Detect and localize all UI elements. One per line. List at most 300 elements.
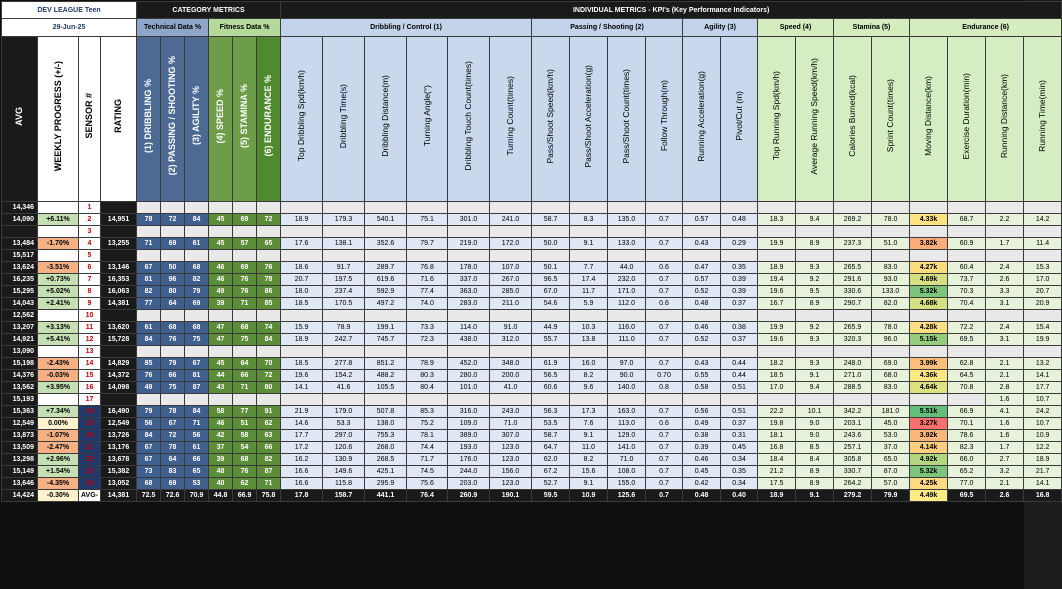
kpi-cell: 107.0: [490, 262, 532, 274]
kpi-cell: 8.9: [796, 298, 834, 310]
kpi-cell: 80.3: [407, 370, 448, 382]
kpi-cell: [570, 346, 608, 358]
category-cell: 76: [233, 466, 257, 478]
category-cell: [233, 250, 257, 262]
kpi-cell: 0.48: [683, 490, 721, 502]
kpi-cell: 17.0: [1024, 274, 1062, 286]
sensor-cell: AVG-: [79, 490, 101, 502]
kpi-header-16: [872, 37, 910, 202]
kpi-cell: 22.2: [758, 406, 796, 418]
kpi-cell: 0.52: [683, 334, 721, 346]
kpi-cell: 18.0: [281, 286, 323, 298]
kpi-cell: [796, 202, 834, 214]
kpi-cell: 108.0: [608, 466, 646, 478]
kpi-cell: 78.9: [323, 322, 365, 334]
kpi-cell: 0.70: [646, 370, 683, 382]
kpi-cell: 71.7: [407, 454, 448, 466]
kpi-cell: [532, 346, 570, 358]
kpi-cell: [323, 394, 365, 406]
kpi-cell: 279.2: [834, 490, 872, 502]
kpi-cell: 4.25k: [910, 478, 948, 490]
kpi-header-4-label: Turning Angle(°): [421, 85, 432, 147]
category-cell: 79: [185, 286, 209, 298]
kpi-cell: [490, 310, 532, 322]
category-header-2: [161, 37, 185, 202]
sensor-cell: 21: [79, 442, 101, 454]
kpi-header-13-label: Top Running Spd(km/h): [771, 71, 782, 161]
kpi-cell: 78.0: [872, 214, 910, 226]
kpi-cell: 10.3: [570, 322, 608, 334]
avg-cell: 15,149: [2, 466, 38, 478]
category-cell: 75: [161, 382, 185, 394]
sensor-cell: 6: [79, 262, 101, 274]
kpi-cell: 4.49k: [910, 490, 948, 502]
kpi-cell: [758, 346, 796, 358]
kpi-cell: 13.8: [570, 334, 608, 346]
kpi-cell: 0.46: [683, 454, 721, 466]
category-cell: 68: [233, 322, 257, 334]
kpi-cell: [570, 226, 608, 238]
weekly-progress-cell: [38, 394, 79, 406]
kpi-cell: [1024, 250, 1062, 262]
kpi-cell: 0.7: [646, 334, 683, 346]
kpi-cell: [646, 394, 683, 406]
category-header-5-label: (5) STAMINA %: [239, 84, 250, 148]
category-cell: 76: [257, 262, 281, 274]
kpi-header-8-label: Pass/Shoot Acceleration(g): [583, 64, 594, 168]
kpi-cell: 16.6: [281, 466, 323, 478]
kpi-cell: 0.7: [646, 286, 683, 298]
kpi-cell: 72.3: [407, 334, 448, 346]
kpi-cell: 129.0: [608, 430, 646, 442]
kpi-cell: 452.0: [448, 358, 490, 370]
kpi-cell: [490, 226, 532, 238]
kpi-cell: 60.4: [948, 262, 986, 274]
kpi-cell: 330.7: [834, 466, 872, 478]
avg-cell: 13,562: [2, 382, 38, 394]
category-cell: 86: [257, 286, 281, 298]
kpi-cell: 18.9: [1024, 454, 1062, 466]
kpi-cell: 10.1: [796, 406, 834, 418]
kpi-header-9-label: Pass/Shoot Count(times): [621, 68, 632, 164]
group-stamina: Stamina (5): [834, 19, 910, 37]
kpi-cell: 75.2: [407, 418, 448, 430]
category-cell: 70: [257, 358, 281, 370]
kpi-cell: 267.0: [490, 274, 532, 286]
category-cell: 84: [257, 334, 281, 346]
category-cell: 58: [209, 406, 233, 418]
category-cell: [185, 310, 209, 322]
avg-cell: 13,624: [2, 262, 38, 274]
kpi-header-17-label: Moving Distance(km): [923, 76, 934, 156]
kpi-cell: 0.7: [646, 406, 683, 418]
category-cell: 39: [209, 454, 233, 466]
group-endurance: Endurance (6): [910, 19, 1062, 37]
kpi-cell: 3.2: [986, 466, 1024, 478]
category-cell: [257, 250, 281, 262]
kpi-cell: 115.8: [323, 478, 365, 490]
kpi-cell: 135.0: [608, 214, 646, 226]
kpi-cell: [490, 202, 532, 214]
kpi-header-14: [796, 37, 834, 202]
kpi-header-19: [986, 37, 1024, 202]
rating-cell: 16,490: [101, 406, 137, 418]
kpi-cell: 0.43: [683, 358, 721, 370]
kpi-cell: 0.7: [646, 322, 683, 334]
kpi-cell: 77.0: [948, 478, 986, 490]
category-cell: 49: [137, 382, 161, 394]
table-row: [2, 382, 1062, 394]
table-row: [2, 274, 1062, 286]
kpi-cell: 17.7: [1024, 382, 1062, 394]
category-cell: 68: [161, 322, 185, 334]
kpi-cell: 0.31: [721, 430, 758, 442]
category-cell: [257, 346, 281, 358]
table-row: [2, 478, 1062, 490]
category-header-1-label: (1) DRIBBLING %: [143, 79, 154, 153]
kpi-cell: 305.8: [834, 454, 872, 466]
kpi-cell: 138.1: [323, 238, 365, 250]
avg-cell: 13,646: [2, 478, 38, 490]
category-cell: 50: [161, 262, 185, 274]
kpi-cell: 0.58: [683, 382, 721, 394]
kpi-cell: 203.0: [448, 478, 490, 490]
kpi-cell: [1024, 202, 1062, 214]
kpi-cell: 74.0: [407, 298, 448, 310]
kpi-cell: [910, 250, 948, 262]
rating-cell: 16,353: [101, 274, 137, 286]
sensor-cell: 24: [79, 478, 101, 490]
category-cell: 46: [209, 262, 233, 274]
category-cell: 78: [257, 274, 281, 286]
kpi-cell: 8.4: [796, 454, 834, 466]
category-cell: 61: [137, 322, 161, 334]
weekly-progress-cell: +2.96%: [38, 454, 79, 466]
rating-header-label: RATING: [113, 99, 124, 133]
category-cell: 69: [185, 298, 209, 310]
kpi-cell: [796, 226, 834, 238]
category-header-6: [257, 37, 281, 202]
weekly-progress-cell: -4.35%: [38, 478, 79, 490]
kpi-cell: 65.0: [872, 454, 910, 466]
kpi-cell: [834, 310, 872, 322]
weekly-progress-cell: +5.02%: [38, 286, 79, 298]
category-cell: 67: [185, 358, 209, 370]
kpi-cell: 9.1: [570, 478, 608, 490]
category-cell: [257, 226, 281, 238]
kpi-cell: 4.27k: [910, 262, 948, 274]
kpi-cell: [646, 346, 683, 358]
kpi-cell: 21.2: [758, 466, 796, 478]
category-cell: 66: [185, 454, 209, 466]
category-cell: 56: [185, 430, 209, 442]
kpi-cell: [570, 202, 608, 214]
kpi-cell: 1.7: [986, 238, 1024, 250]
category-cell: [161, 310, 185, 322]
kpi-cell: 0.37: [721, 298, 758, 310]
kpi-cell: 70.1: [948, 418, 986, 430]
kpi-cell: 155.0: [608, 478, 646, 490]
kpi-cell: 181.0: [872, 406, 910, 418]
kpi-cell: 243.0: [490, 406, 532, 418]
kpi-cell: 17.7: [281, 430, 323, 442]
kpi-cell: 9.0: [796, 430, 834, 442]
sensor-cell: 11: [79, 322, 101, 334]
kpi-cell: 18.9: [281, 334, 323, 346]
sensor-cell: 17: [79, 394, 101, 406]
metrics-table: [1, 1, 1062, 502]
kpi-cell: 8.9: [796, 478, 834, 490]
kpi-cell: 19.9: [758, 322, 796, 334]
rating-cell: 13,726: [101, 430, 137, 442]
category-cell: [209, 394, 233, 406]
category-cell: [161, 226, 185, 238]
kpi-cell: 0.46: [683, 322, 721, 334]
kpi-cell: 41.0: [490, 382, 532, 394]
kpi-cell: 179.3: [323, 214, 365, 226]
kpi-cell: 44.9: [532, 322, 570, 334]
kpi-cell: [1024, 346, 1062, 358]
category-cell: [233, 394, 257, 406]
kpi-cell: 312.0: [490, 334, 532, 346]
kpi-cell: 17.5: [758, 478, 796, 490]
kpi-cell: 438.0: [448, 334, 490, 346]
kpi-cell: 61.9: [532, 358, 570, 370]
kpi-cell: 64.5: [948, 370, 986, 382]
avg-cell: 14,376: [2, 370, 38, 382]
kpi-header-11: [683, 37, 721, 202]
kpi-cell: 19.8: [758, 418, 796, 430]
kpi-cell: 232.0: [608, 274, 646, 286]
weekly-progress-cell: +5.41%: [38, 334, 79, 346]
kpi-cell: 0.42: [683, 478, 721, 490]
kpi-cell: 337.0: [448, 274, 490, 286]
kpi-cell: 3.1: [986, 298, 1024, 310]
kpi-cell: [448, 394, 490, 406]
kpi-cell: [721, 250, 758, 262]
kpi-cell: [948, 202, 986, 214]
kpi-header-15: [834, 37, 872, 202]
sensor-header-label: SENSOR #: [84, 93, 94, 139]
kpi-cell: 7.6: [570, 418, 608, 430]
kpi-cell: [532, 250, 570, 262]
kpi-cell: 20.7: [281, 274, 323, 286]
kpi-cell: [365, 394, 407, 406]
avg-cell: 12,562: [2, 310, 38, 322]
kpi-cell: 193.0: [448, 442, 490, 454]
kpi-cell: 0.7: [646, 238, 683, 250]
sensor-cell: 12: [79, 334, 101, 346]
rating-cell: [101, 202, 137, 214]
category-cell: 69: [161, 478, 185, 490]
kpi-cell: [948, 310, 986, 322]
category-cell: [137, 346, 161, 358]
kpi-cell: [796, 394, 834, 406]
weekly-progress-cell: +2.41%: [38, 298, 79, 310]
kpi-cell: 14.6: [281, 418, 323, 430]
kpi-cell: [834, 346, 872, 358]
kpi-cell: 83.0: [872, 382, 910, 394]
kpi-cell: 76.8: [407, 262, 448, 274]
kpi-cell: 0.39: [683, 442, 721, 454]
kpi-cell: 295.9: [365, 478, 407, 490]
kpi-cell: 0.39: [721, 274, 758, 286]
kpi-cell: [986, 226, 1024, 238]
kpi-header-4: [407, 37, 448, 202]
kpi-cell: 0.38: [683, 430, 721, 442]
category-cell: 68: [233, 454, 257, 466]
kpi-cell: 37.0: [872, 442, 910, 454]
kpi-cell: [872, 250, 910, 262]
kpi-cell: [948, 394, 986, 406]
kpi-cell: 0.37: [721, 418, 758, 430]
kpi-cell: 0.43: [683, 238, 721, 250]
kpi-cell: 18.1: [758, 430, 796, 442]
kpi-cell: 285.0: [490, 286, 532, 298]
kpi-cell: [365, 226, 407, 238]
rating-cell: 13,620: [101, 322, 137, 334]
kpi-cell: 55.7: [532, 334, 570, 346]
weekly-progress-cell: +0.73%: [38, 274, 79, 286]
category-cell: 72: [161, 214, 185, 226]
kpi-cell: 17.0: [758, 382, 796, 394]
kpi-cell: 111.0: [608, 334, 646, 346]
table-row: [2, 226, 1062, 238]
kpi-header-12-label: Pivot/Cut (m): [733, 91, 744, 141]
weekly-progress-cell: [38, 226, 79, 238]
kpi-cell: 4.92k: [910, 454, 948, 466]
kpi-header-6: [490, 37, 532, 202]
kpi-cell: 54.6: [532, 298, 570, 310]
kpi-cell: [910, 202, 948, 214]
kpi-cell: 44.0: [608, 262, 646, 274]
kpi-cell: 91.7: [323, 262, 365, 274]
kpi-cell: [834, 226, 872, 238]
category-cell: 72: [257, 370, 281, 382]
kpi-cell: 18.9: [281, 214, 323, 226]
category-cell: 76: [233, 274, 257, 286]
avg-cell: 15,363: [2, 406, 38, 418]
kpi-cell: [986, 310, 1024, 322]
kpi-cell: 271.0: [834, 370, 872, 382]
kpi-cell: [834, 250, 872, 262]
kpi-cell: [986, 202, 1024, 214]
category-cell: 66: [161, 370, 185, 382]
kpi-cell: 755.3: [365, 430, 407, 442]
category-cell: 96: [161, 274, 185, 286]
kpi-cell: 9.0: [796, 418, 834, 430]
category-cell: 57: [233, 238, 257, 250]
kpi-cell: [608, 346, 646, 358]
category-cell: 79: [137, 406, 161, 418]
category-cell: 44: [209, 370, 233, 382]
kpi-cell: 141.0: [608, 442, 646, 454]
kpi-cell: 4.68k: [910, 298, 948, 310]
weekly-progress-cell: +1.54%: [38, 466, 79, 478]
kpi-cell: 73.3: [407, 322, 448, 334]
rating-cell: [101, 394, 137, 406]
kpi-cell: 16.8: [758, 442, 796, 454]
kpi-cell: 96.5: [532, 274, 570, 286]
kpi-cell: [758, 250, 796, 262]
table-row: [2, 418, 1062, 430]
category-cell: 49: [209, 286, 233, 298]
kpi-cell: 280.0: [448, 370, 490, 382]
kpi-cell: [570, 310, 608, 322]
category-cell: [137, 394, 161, 406]
sensor-header: [79, 37, 101, 202]
kpi-cell: 0.35: [721, 466, 758, 478]
kpi-cell: 67.0: [532, 286, 570, 298]
kpi-cell: 69.5: [948, 490, 986, 502]
weekly-progress-cell: [38, 310, 79, 322]
sensor-cell: 4: [79, 238, 101, 250]
kpi-cell: 10.9: [1024, 430, 1062, 442]
category-cell: 72: [257, 214, 281, 226]
kpi-cell: [758, 310, 796, 322]
kpi-cell: 0.57: [683, 274, 721, 286]
kpi-cell: [407, 226, 448, 238]
category-cell: 51: [233, 418, 257, 430]
kpi-cell: 77.4: [407, 286, 448, 298]
table-row: [2, 310, 1062, 322]
kpi-cell: 93.0: [872, 274, 910, 286]
category-cell: [233, 226, 257, 238]
kpi-cell: 58.7: [532, 430, 570, 442]
category-cell: 79: [161, 358, 185, 370]
kpi-cell: [646, 310, 683, 322]
category-cell: 71: [233, 382, 257, 394]
kpi-cell: [570, 250, 608, 262]
kpi-cell: 78.6: [948, 430, 986, 442]
kpi-cell: 592.9: [365, 286, 407, 298]
kpi-header-1: [281, 37, 323, 202]
kpi-cell: [608, 310, 646, 322]
kpi-cell: 68.7: [948, 214, 986, 226]
avg-cell: 13,509: [2, 442, 38, 454]
kpi-header-7: [532, 37, 570, 202]
kpi-cell: 316.0: [448, 406, 490, 418]
kpi-cell: 67.2: [532, 466, 570, 478]
category-cell: 64: [233, 358, 257, 370]
kpi-cell: 79.9: [872, 490, 910, 502]
kpi-cell: [872, 226, 910, 238]
category-cell: 87: [185, 382, 209, 394]
category-cell: 81: [137, 274, 161, 286]
kpi-cell: [281, 346, 323, 358]
kpi-cell: 56.3: [532, 406, 570, 418]
kpi-cell: 0.56: [683, 406, 721, 418]
kpi-cell: 62.0: [532, 454, 570, 466]
kpi-cell: 197.5: [323, 274, 365, 286]
category-cell: [185, 346, 209, 358]
table-row: [2, 298, 1062, 310]
kpi-cell: 163.0: [608, 406, 646, 418]
kpi-cell: [986, 346, 1024, 358]
weekly-progress-cell: -0.30%: [38, 490, 79, 502]
kpi-cell: 50.1: [532, 262, 570, 274]
category-cell: [185, 202, 209, 214]
kpi-cell: [796, 310, 834, 322]
kpi-cell: [834, 202, 872, 214]
category-cell: 81: [185, 370, 209, 382]
sensor-cell: 19: [79, 418, 101, 430]
kpi-cell: 17.4: [570, 274, 608, 286]
kpi-cell: [532, 394, 570, 406]
kpi-cell: 488.2: [365, 370, 407, 382]
rating-cell: 14,381: [101, 490, 137, 502]
rating-cell: [101, 346, 137, 358]
